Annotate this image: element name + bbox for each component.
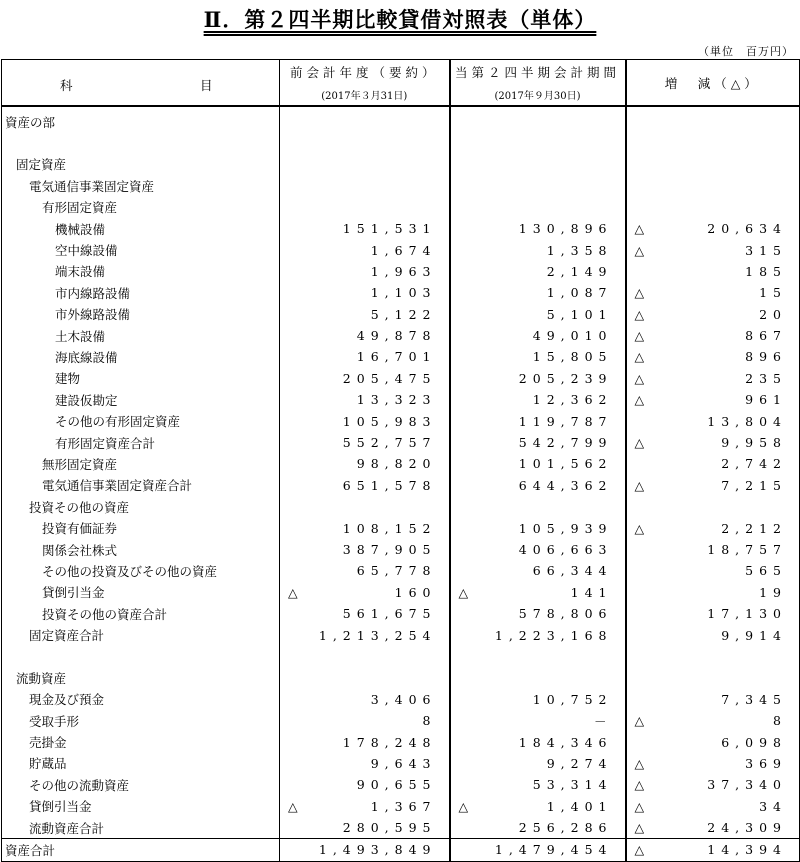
row-label: 機械設備 xyxy=(2,218,280,239)
cell-value: 15,805 xyxy=(532,349,613,365)
negative-mark: △ xyxy=(634,285,645,301)
cell-curr xyxy=(450,346,626,367)
cell-value: 2,742 xyxy=(721,456,787,472)
cell-prev xyxy=(280,774,450,795)
header-account: 科 目 xyxy=(2,60,280,107)
table-body xyxy=(2,106,800,861)
cell-value: 5,101 xyxy=(546,306,613,322)
row-label: 建物 xyxy=(2,368,280,389)
row-label: 建設仮勘定 xyxy=(2,389,280,410)
table-row xyxy=(2,106,800,132)
cell-diff xyxy=(626,389,800,410)
cell-prev xyxy=(280,325,450,346)
cell-prev xyxy=(280,346,450,367)
row-label: 電気通信事業固定資産合計 xyxy=(2,475,280,496)
cell-value: 8 xyxy=(773,713,787,729)
negative-mark: △ xyxy=(634,328,645,344)
cell-diff xyxy=(626,817,800,839)
cell-curr xyxy=(450,261,626,282)
cell-curr xyxy=(450,796,626,817)
cell-prev xyxy=(280,154,450,175)
cell-value: 178,248 xyxy=(342,734,437,750)
cell-value: 205,475 xyxy=(342,370,437,386)
cell-curr xyxy=(450,817,626,839)
cell-value: 1,674 xyxy=(370,242,437,258)
table-row xyxy=(2,239,800,260)
cell-curr xyxy=(450,154,626,175)
table-row xyxy=(2,453,800,474)
cell-value: 49,878 xyxy=(356,328,437,344)
cell-diff xyxy=(626,106,800,132)
row-label: 固定資産 xyxy=(2,154,280,175)
cell-value: 19 xyxy=(759,584,787,600)
cell-curr xyxy=(450,453,626,474)
negative-mark: △ xyxy=(458,584,469,600)
cell-prev xyxy=(280,304,450,325)
cell-curr xyxy=(450,774,626,795)
cell-value: 10,752 xyxy=(532,691,613,707)
cell-diff xyxy=(626,582,800,603)
row-label: 投資有価証券 xyxy=(2,517,280,538)
cell-value: 184,346 xyxy=(518,734,613,750)
table-row xyxy=(2,282,800,303)
cell-diff xyxy=(626,539,800,560)
table-row xyxy=(2,389,800,410)
row-label: 受取手形 xyxy=(2,710,280,731)
cell-value: 37,340 xyxy=(707,777,787,793)
cell-value: 8 xyxy=(422,713,437,729)
cell-prev xyxy=(280,197,450,218)
cell-prev xyxy=(280,475,450,496)
cell-value: 13,804 xyxy=(707,413,787,429)
cell-prev xyxy=(280,239,450,260)
cell-diff xyxy=(626,603,800,624)
cell-curr xyxy=(450,539,626,560)
cell-diff xyxy=(626,496,800,517)
cell-value: 7,215 xyxy=(721,477,787,493)
negative-mark: △ xyxy=(634,777,645,793)
cell-diff xyxy=(626,325,800,346)
cell-value: 9,958 xyxy=(721,435,787,451)
cell-value: 1,103 xyxy=(370,285,437,301)
cell-value: 141 xyxy=(570,584,613,600)
unit-label: （単位 百万円） xyxy=(698,45,794,58)
cell-value: 9,643 xyxy=(370,755,437,771)
negative-mark: △ xyxy=(634,242,645,258)
negative-mark: △ xyxy=(634,477,645,493)
cell-value: 7,345 xyxy=(721,691,787,707)
cell-value: 53,314 xyxy=(532,777,613,793)
cell-prev xyxy=(280,218,450,239)
table-row xyxy=(2,197,800,218)
cell-value: 12,362 xyxy=(532,392,613,408)
cell-diff xyxy=(626,410,800,431)
cell-diff xyxy=(626,175,800,196)
cell-value: 1,087 xyxy=(546,285,613,301)
cell-curr xyxy=(450,175,626,196)
table-header-row xyxy=(2,60,800,107)
cell-prev xyxy=(280,410,450,431)
negative-mark: △ xyxy=(634,435,645,451)
table-row xyxy=(2,410,800,431)
cell-diff xyxy=(626,432,800,453)
row-label: 市外線路設備 xyxy=(2,304,280,325)
cell-value: 235 xyxy=(745,370,787,386)
cell-value: 280,595 xyxy=(342,820,437,836)
cell-value: 565 xyxy=(745,563,787,579)
cell-value: 17,130 xyxy=(707,606,787,622)
cell-value: 5,122 xyxy=(370,306,437,322)
cell-value: 101,562 xyxy=(518,456,613,472)
cell-prev xyxy=(280,175,450,196)
cell-value: 119,787 xyxy=(518,413,613,429)
cell-value: 1,223,168 xyxy=(494,627,613,643)
cell-value: 1,358 xyxy=(546,242,613,258)
cell-curr xyxy=(450,731,626,752)
cell-diff xyxy=(626,154,800,175)
row-label xyxy=(2,132,280,153)
row-label: 売掛金 xyxy=(2,731,280,752)
row-label: 資産合計 xyxy=(2,839,280,861)
cell-curr xyxy=(450,432,626,453)
cell-prev xyxy=(280,261,450,282)
table-row xyxy=(2,368,800,389)
cell-value: 24,309 xyxy=(707,820,787,836)
cell-diff xyxy=(626,368,800,389)
cell-curr xyxy=(450,304,626,325)
cell-diff xyxy=(626,753,800,774)
cell-curr xyxy=(450,667,626,688)
table-row xyxy=(2,560,800,581)
cell-curr xyxy=(450,410,626,431)
cell-curr xyxy=(450,239,626,260)
cell-curr xyxy=(450,839,626,861)
cell-diff xyxy=(626,346,800,367)
cell-value: 98,820 xyxy=(356,456,437,472)
cell-value: 16,701 xyxy=(356,349,437,365)
cell-value: 49,010 xyxy=(532,328,613,344)
cell-curr xyxy=(450,517,626,538)
cell-prev xyxy=(280,689,450,710)
negative-mark: △ xyxy=(634,392,645,408)
negative-mark: △ xyxy=(634,370,645,386)
cell-value: 1,401 xyxy=(546,798,613,814)
cell-curr xyxy=(450,368,626,389)
cell-curr xyxy=(450,325,626,346)
cell-value: 552,757 xyxy=(342,435,437,451)
cell-diff xyxy=(626,839,800,861)
cell-value: 256,286 xyxy=(518,820,613,836)
cell-diff xyxy=(626,261,800,282)
cell-value: 151,531 xyxy=(342,221,437,237)
cell-diff xyxy=(626,197,800,218)
cell-curr xyxy=(450,106,626,132)
cell-prev xyxy=(280,710,450,731)
cell-value: 542,799 xyxy=(518,435,613,451)
cell-curr xyxy=(450,560,626,581)
cell-diff xyxy=(626,304,800,325)
cell-prev xyxy=(280,282,450,303)
cell-prev xyxy=(280,667,450,688)
cell-prev xyxy=(280,624,450,645)
page-title: Ⅱ．第２四半期比較貸借対照表（単体） xyxy=(203,7,597,32)
table-row xyxy=(2,646,800,667)
cell-value: 2,149 xyxy=(546,263,613,279)
cell-curr xyxy=(450,132,626,153)
cell-diff xyxy=(626,731,800,752)
row-label: 電気通信事業固定資産 xyxy=(2,175,280,196)
header-prev-period: 前会計年度（要約） (2017年３月31日) xyxy=(280,60,450,107)
table-row xyxy=(2,539,800,560)
cell-curr xyxy=(450,282,626,303)
table-row xyxy=(2,731,800,752)
cell-value: 66,344 xyxy=(532,563,613,579)
cell-prev xyxy=(280,432,450,453)
row-label: 関係会社株式 xyxy=(2,539,280,560)
row-label: 貸倒引当金 xyxy=(2,582,280,603)
cell-value: 18,757 xyxy=(707,542,787,557)
negative-mark: △ xyxy=(288,798,298,814)
cell-diff xyxy=(626,218,800,239)
table-row xyxy=(2,475,800,496)
cell-value: 205,239 xyxy=(518,370,613,386)
table-row xyxy=(2,817,800,839)
row-label xyxy=(2,646,280,667)
cell-prev xyxy=(280,731,450,752)
cell-diff xyxy=(626,453,800,474)
cell-curr xyxy=(450,753,626,774)
table-row xyxy=(2,774,800,795)
cell-value: 9,914 xyxy=(721,627,787,643)
cell-value: 3,406 xyxy=(370,691,437,707)
cell-diff xyxy=(626,774,800,795)
cell-prev xyxy=(280,496,450,517)
negative-mark: △ xyxy=(634,820,645,836)
table-row xyxy=(2,304,800,325)
row-label: 現金及び預金 xyxy=(2,689,280,710)
cell-value: 185 xyxy=(745,263,787,279)
cell-diff xyxy=(626,282,800,303)
table-row xyxy=(2,346,800,367)
cell-diff xyxy=(626,710,800,731)
cell-curr xyxy=(450,710,626,731)
cell-value: 406,663 xyxy=(518,542,613,557)
cell-prev xyxy=(280,839,450,861)
negative-mark: △ xyxy=(634,755,645,771)
cell-value: 369 xyxy=(745,755,787,771)
cell-value: 1,367 xyxy=(370,798,437,814)
table-row xyxy=(2,496,800,517)
cell-prev xyxy=(280,106,450,132)
table-row xyxy=(2,175,800,196)
negative-mark: △ xyxy=(634,221,645,237)
cell-value: 1,479,454 xyxy=(494,842,613,858)
cell-value: 1,213,254 xyxy=(318,627,437,643)
table-row xyxy=(2,667,800,688)
cell-prev xyxy=(280,582,450,603)
negative-mark: △ xyxy=(634,349,645,365)
row-label: 市内線路設備 xyxy=(2,282,280,303)
table-row xyxy=(2,603,800,624)
cell-curr xyxy=(450,197,626,218)
row-label: 資産の部 xyxy=(2,106,280,132)
cell-value: 13,323 xyxy=(356,392,437,408)
cell-value: 160 xyxy=(394,584,437,600)
table-row xyxy=(2,582,800,603)
cell-value: 896 xyxy=(745,349,787,365)
cell-value: 108,152 xyxy=(342,520,437,536)
row-label: 投資その他の資産 xyxy=(2,496,280,517)
cell-diff xyxy=(626,667,800,688)
balance-sheet-table xyxy=(1,59,800,862)
cell-prev xyxy=(280,560,450,581)
header-curr-period: 当第２四半期会計期間 (2017年９月30日) xyxy=(450,60,626,107)
cell-value: 961 xyxy=(745,392,787,408)
cell-curr xyxy=(450,218,626,239)
table-row xyxy=(2,325,800,346)
cell-value: 20,634 xyxy=(707,221,787,237)
row-label: 海底線設備 xyxy=(2,346,280,367)
cell-diff xyxy=(626,689,800,710)
cell-diff xyxy=(626,646,800,667)
cell-prev xyxy=(280,796,450,817)
table-row xyxy=(2,796,800,817)
cell-value: 387,905 xyxy=(342,542,437,557)
cell-value: 105,939 xyxy=(518,520,613,536)
cell-curr xyxy=(450,496,626,517)
cell-prev xyxy=(280,646,450,667)
cell-value: 2,212 xyxy=(721,520,787,536)
cell-value: 9,274 xyxy=(546,755,613,771)
row-label: 投資その他の資産合計 xyxy=(2,603,280,624)
cell-prev xyxy=(280,517,450,538)
cell-value: 644,362 xyxy=(518,477,613,493)
cell-prev xyxy=(280,389,450,410)
row-label: 無形固定資産 xyxy=(2,453,280,474)
cell-value: 65,778 xyxy=(356,563,437,579)
cell-value: － xyxy=(593,713,613,729)
negative-mark: △ xyxy=(458,798,469,814)
cell-value: 20 xyxy=(759,306,787,322)
row-label: その他の流動資産 xyxy=(2,774,280,795)
cell-prev xyxy=(280,603,450,624)
cell-diff xyxy=(626,560,800,581)
negative-mark: △ xyxy=(634,842,645,858)
table-row xyxy=(2,753,800,774)
row-label: 空中線設備 xyxy=(2,239,280,260)
table-row xyxy=(2,432,800,453)
cell-prev xyxy=(280,753,450,774)
negative-mark: △ xyxy=(288,584,298,600)
cell-prev xyxy=(280,132,450,153)
cell-curr xyxy=(450,624,626,645)
total-row xyxy=(2,839,800,861)
cell-value: 561,675 xyxy=(342,606,437,622)
cell-value: 6,098 xyxy=(721,734,787,750)
cell-curr xyxy=(450,582,626,603)
cell-prev xyxy=(280,368,450,389)
cell-value: 578,806 xyxy=(518,606,613,622)
cell-value: 130,896 xyxy=(518,221,613,237)
negative-mark: △ xyxy=(634,520,645,536)
row-label: 土木設備 xyxy=(2,325,280,346)
cell-prev xyxy=(280,817,450,839)
cell-diff xyxy=(626,517,800,538)
cell-value: 315 xyxy=(745,242,787,258)
cell-value: 651,578 xyxy=(342,477,437,493)
cell-value: 867 xyxy=(745,328,787,344)
negative-mark: △ xyxy=(634,306,645,322)
row-label: 貸倒引当金 xyxy=(2,796,280,817)
cell-curr xyxy=(450,603,626,624)
table-row xyxy=(2,624,800,645)
cell-curr xyxy=(450,689,626,710)
cell-diff xyxy=(626,239,800,260)
cell-value: 105,983 xyxy=(342,413,437,429)
cell-value: 15 xyxy=(759,285,787,301)
cell-diff xyxy=(626,624,800,645)
row-label: 固定資産合計 xyxy=(2,624,280,645)
row-label: 有形固定資産 xyxy=(2,197,280,218)
table-row xyxy=(2,689,800,710)
row-label: 流動資産合計 xyxy=(2,817,280,839)
cell-diff xyxy=(626,796,800,817)
row-label: その他の投資及びその他の資産 xyxy=(2,560,280,581)
table-row xyxy=(2,132,800,153)
row-label: 端末設備 xyxy=(2,261,280,282)
row-label: その他の有形固定資産 xyxy=(2,410,280,431)
table-row xyxy=(2,154,800,175)
cell-prev xyxy=(280,453,450,474)
row-label: 有形固定資産合計 xyxy=(2,432,280,453)
table-row xyxy=(2,710,800,731)
header-diff: 増 減（△） xyxy=(626,60,800,107)
cell-prev xyxy=(280,539,450,560)
cell-value: 90,655 xyxy=(356,777,437,793)
cell-value: 1,493,849 xyxy=(318,842,437,858)
row-label: 貯蔵品 xyxy=(2,753,280,774)
cell-value: 34 xyxy=(759,798,787,814)
cell-curr xyxy=(450,389,626,410)
table-row xyxy=(2,261,800,282)
row-label: 流動資産 xyxy=(2,667,280,688)
cell-value: 1,963 xyxy=(370,263,437,279)
cell-diff xyxy=(626,475,800,496)
cell-curr xyxy=(450,475,626,496)
negative-mark: △ xyxy=(634,713,645,729)
cell-diff xyxy=(626,132,800,153)
cell-curr xyxy=(450,646,626,667)
table-row xyxy=(2,517,800,538)
negative-mark: △ xyxy=(634,798,645,814)
cell-value: 14,394 xyxy=(707,842,787,858)
table-row xyxy=(2,218,800,239)
